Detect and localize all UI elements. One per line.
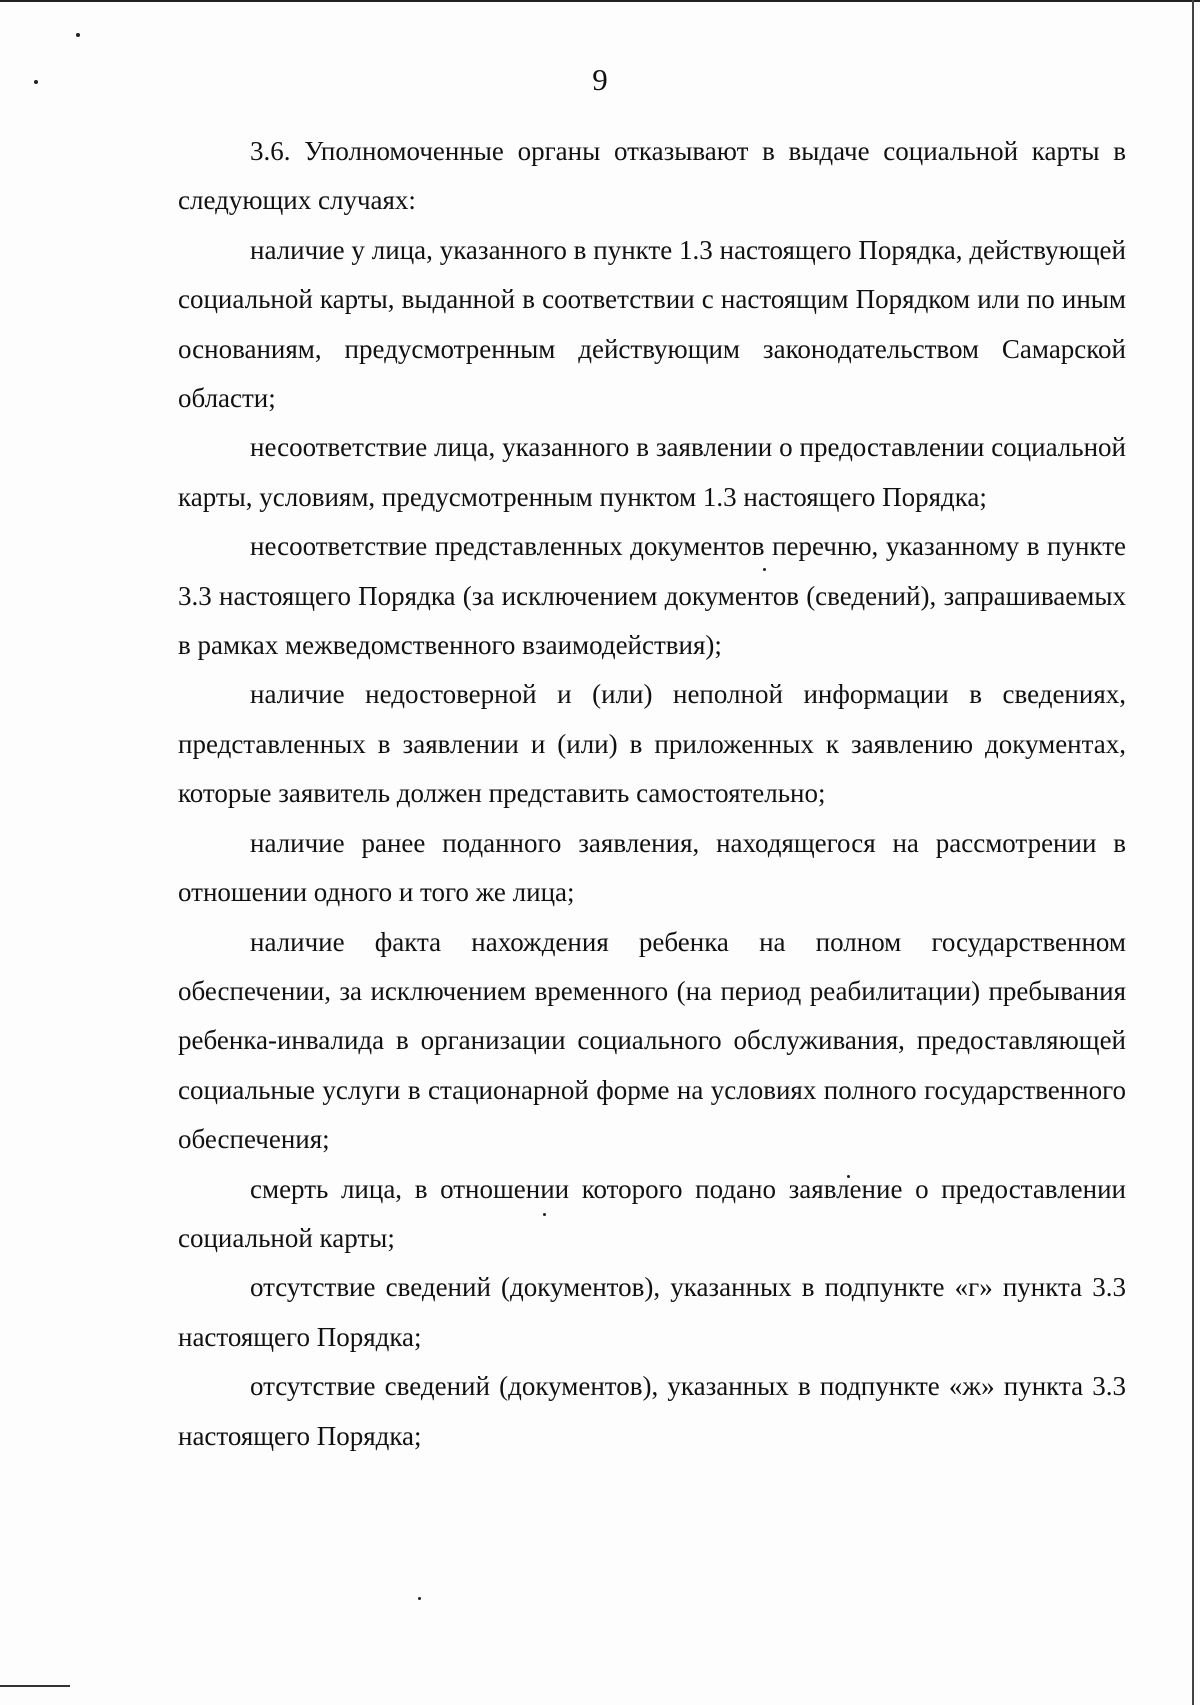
paragraph: наличие ранее поданного заявления, находящегося на рассмотрении в отношении одного и того же лица; [178, 827, 1126, 908]
paragraph: наличие недостоверной и (или) неполной информации в сведениях, представленных в заявлении и (или) в приложенных к заявлению документах, которые заявитель должен представить самостоятельно; [178, 679, 1126, 809]
page-number: 9 [592, 62, 608, 97]
paragraph: несоответствие представленных документов перечню, указанному в пункте 3.3 настоящего Порядка (за исключением документов (сведений), запрашиваемых в рамках межведомственного взаимодействия); [178, 531, 1126, 661]
document-body [178, 127, 1126, 1461]
paragraph: несоответствие лица, указанного в заявлении о предоставлении социальной карты, условиям, предусмотренным пунктом 1.3 настоящего Порядка; [178, 432, 1126, 512]
paragraph: отсутствие сведений (документов), указанных в подпункте «г» пункта 3.3 настоящего Порядка; [178, 1272, 1126, 1352]
scan-speck [418, 1597, 421, 1600]
paragraph: 3.6. Уполномоченные органы отказывают в выдаче социальной карты в следующих случаях: [178, 136, 1126, 216]
paragraph: смерть лица, в отношении которого подано заявление о предоставлении социальной карты; [178, 1173, 1126, 1253]
paragraph: отсутствие сведений (документов), указанных в подпункте «ж» пункта 3.3 настоящего Порядка; [178, 1371, 1126, 1451]
scan-edge-top [0, 0, 1200, 2]
paragraph: наличие факта нахождения ребенка на полном государственном обеспечении, за исключением временного (на период реабилитации) пребывания ребенка-инвалида в организации социального обслуживания, предоставляющей социальные услуги в стационарной форме на условиях полного государственного обеспечения; [178, 926, 1126, 1155]
scan-speck [76, 33, 80, 37]
scan-edge-bottom [0, 1685, 70, 1687]
scan-edge-right [1192, 0, 1194, 1705]
paragraph: наличие у лица, указанного в пункте 1.3 настоящего Порядка, действующей социальной карты, выданной в соответствии с настоящим Порядком или по иным основаниям, предусмотренным действующим законодательством Самарской области; [178, 234, 1126, 414]
